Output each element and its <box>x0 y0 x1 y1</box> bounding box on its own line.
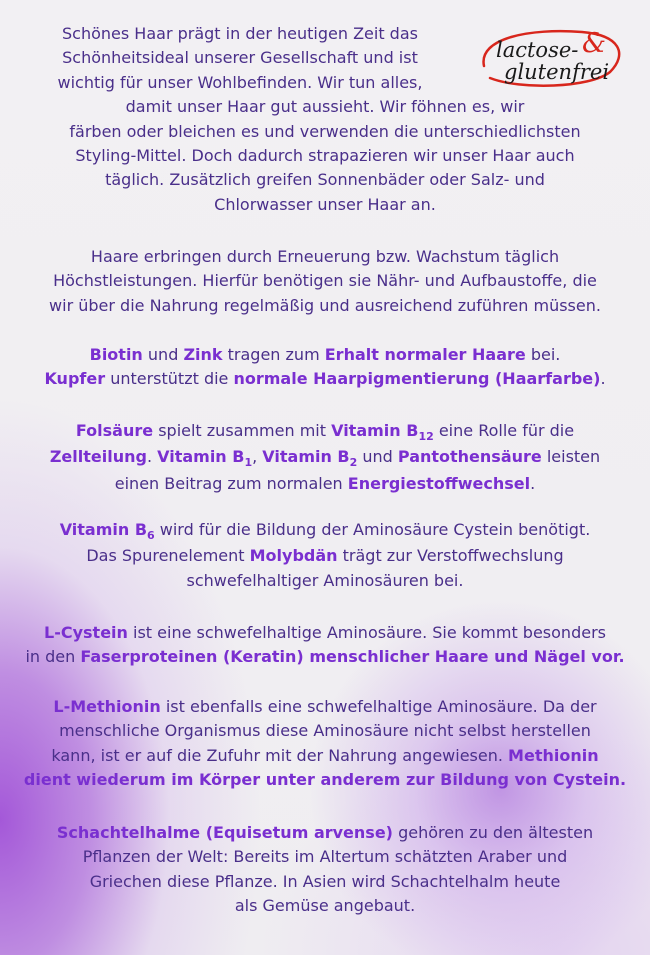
text-line: wir über die Nahrung regelmäßig und ausreichend zuführen müssen. <box>49 295 601 315</box>
term-schachtelhalme: Schachtelhalme (Equisetum arvense) <box>56 823 393 842</box>
term-zink: Zink <box>183 345 223 364</box>
text-line: L-Methionin ist ebenfalls eine schwefelhaltige Aminosäure. Da der <box>53 697 597 716</box>
text-line: Vitamin $B_6$ wird für die Bildung der Aminosäure Cystein benötigt. <box>59 520 591 542</box>
term-erhalt: Erhalt normaler Haare <box>324 345 526 364</box>
term-energiestoffwechsel: Energiestoffwechsel <box>347 473 531 493</box>
text-line: in den Faserproteinen (Keratin) menschlicher Haare und Nägel vor. <box>25 647 625 667</box>
text-line: Griechen diese Pflanze. In Asien wird Schachtelhalm heute <box>89 871 561 891</box>
paragraph-intro <box>0 22 650 217</box>
text-line: Chlorwasser unser Haar an. <box>214 194 436 214</box>
text-line: Schönes Haar prägt in der heutigen Zeit das <box>62 24 418 43</box>
paragraph-vitamin-b6 <box>0 518 650 593</box>
paragraph-l-cystein <box>0 621 650 670</box>
text-line: färben oder bleichen es und verwenden die unterschiedlichsten <box>69 121 581 141</box>
term-kupfer: Kupfer <box>44 369 106 389</box>
text-line: kann, ist er auf die Zufuhr mit der Nahrung angewiesen. Methionin <box>51 745 599 765</box>
term-biotin: Biotin <box>89 345 143 364</box>
text-line: Folsäure spielt zusammen mit Vitamin $B_{12}$ eine Rolle für die <box>75 421 575 443</box>
term-pantothensaeure: Pantothensäure <box>397 447 542 467</box>
paragraph-l-methionin <box>0 695 650 793</box>
term-vitamin-b12: Vitamin $B_{12}$ <box>331 421 434 443</box>
paragraph-schachtelhalme <box>0 821 650 919</box>
text-line: Biotin und Zink tragen zum Erhalt normaler Haare bei. <box>89 345 561 364</box>
text-line: Haare erbringen durch Erneuerung bzw. Wachstum täglich <box>90 247 560 266</box>
term-vitamin-b2: Vitamin $B_2$ <box>262 447 358 470</box>
text-line: Pflanzen der Welt: Bereits im Altertum schätzten Araber und <box>82 847 568 867</box>
term-vitamin-b1: Vitamin $B_1$ <box>157 447 253 470</box>
seal-ampersand: & <box>582 28 607 59</box>
text-line: damit unser Haar gut aussieht. Wir föhnen es, wir <box>125 97 525 117</box>
term-methionin: Methionin <box>508 745 599 765</box>
text-line: Zellteilung. Vitamin $B_1$, Vitamin $B_2$ und Pantothensäure leisten <box>49 447 601 470</box>
seal-line-1: lactose- <box>496 38 579 62</box>
paragraph-folsaeure <box>0 419 650 496</box>
text-line: Schönheitsideal unserer Gesellschaft und ist <box>62 48 418 68</box>
text-line: Das Spurenelement Molybdän trägt zur Verstoffwechslung <box>86 546 564 566</box>
paragraph-nutrition <box>0 245 650 318</box>
text-line: L-Cystein ist eine schwefelhaltige Aminosäure. Sie kommt besonders <box>44 623 606 642</box>
text-line: schwefelhaltiger Aminosäuren bei. <box>186 570 464 590</box>
text-line: als Gemüse angebaut. <box>234 896 416 916</box>
text-line: Höchstleistungen. Hierfür benötigen sie Nähr- und Aufbaustoffe, die <box>53 271 597 291</box>
term-folsaeure: Folsäure <box>75 421 154 440</box>
text-line: einen Beitrag zum normalen Energiestoffwechsel. <box>114 473 536 493</box>
term-faserproteine: Faserproteinen (Keratin) menschlicher Haare und Nägel vor. <box>80 647 625 667</box>
term-l-cystein: L-Cystein <box>44 623 128 642</box>
term-pigmentierung: normale Haarpigmentierung (Haarfarbe) <box>233 369 601 389</box>
term-molybdaen: Molybdän <box>249 546 338 566</box>
text-line: menschliche Organismus diese Aminosäure nicht selbst herstellen <box>59 721 591 741</box>
text-line: Styling-Mittel. Doch dadurch strapazieren wir unser Haar auch <box>75 146 575 166</box>
text-line: täglich. Zusätzlich greifen Sonnenbäder oder Salz- und <box>105 170 545 190</box>
text-line: dient wiederum im Körper unter anderem zur Bildung von Cystein. <box>23 770 627 790</box>
text-line: wichtig für unser Wohlbefinden. Wir tun alles, <box>57 72 423 92</box>
text-line: Schachtelhalme (Equisetum arvense) gehören zu den ältesten <box>56 823 594 842</box>
term-l-methionin: L-Methionin <box>53 697 161 716</box>
seal-line-2: glutenfrei <box>504 60 610 84</box>
term-zellteilung: Zellteilung <box>49 447 147 467</box>
term-vitamin-b6: Vitamin $B_6$ <box>59 520 155 542</box>
paragraph-biotin-zinc <box>0 343 650 392</box>
text-line: Kupfer unterstützt die normale Haarpigmentierung (Haarfarbe). <box>44 369 606 389</box>
